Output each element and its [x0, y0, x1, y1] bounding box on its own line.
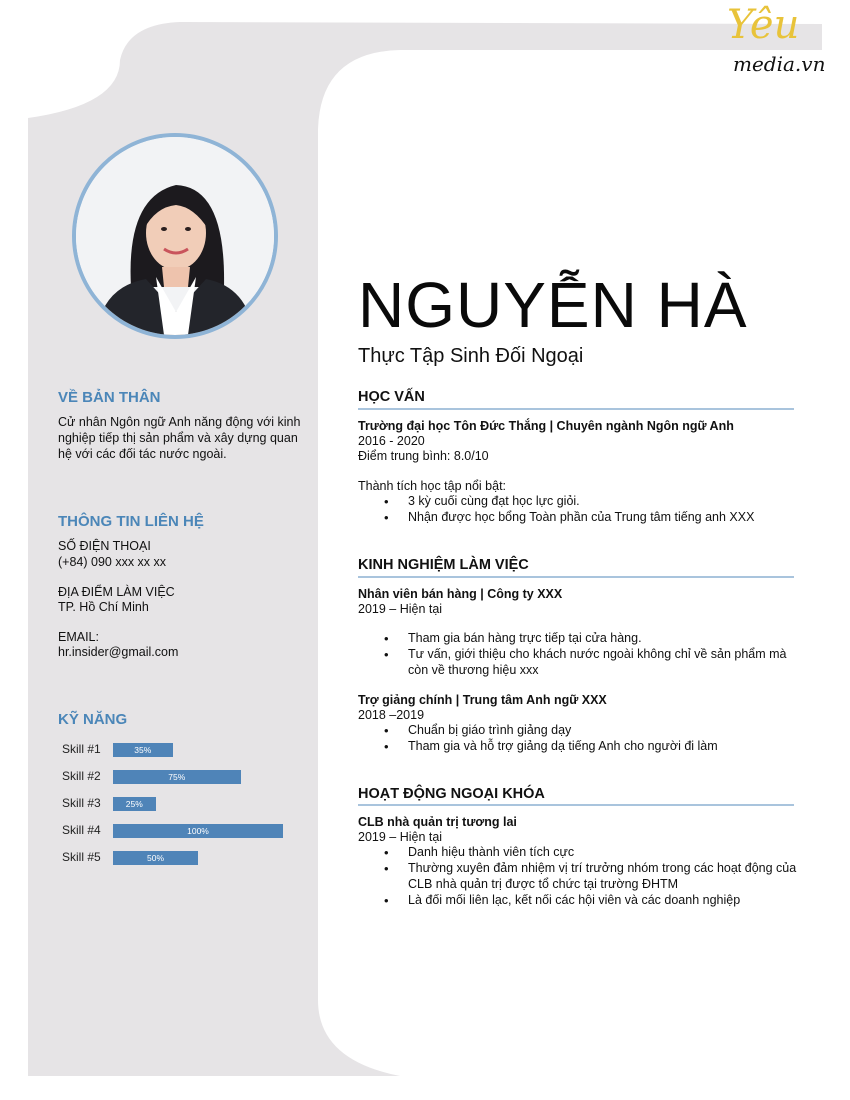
job-bullets [408, 723, 800, 755]
skill-label: Skill #3 [62, 796, 101, 810]
skill-label: Skill #5 [62, 850, 101, 864]
brand-watermark [695, 2, 845, 103]
education-years: 2016 - 2020 [358, 434, 425, 448]
section-divider [358, 408, 794, 410]
skill-label: Skill #1 [62, 742, 101, 756]
list-item: • Tư vấn, giới thiệu cho khách nước ngoài không chỉ về sản phẩm mà còn về thương hiệu xxx [408, 647, 800, 678]
list-item: • 3 kỳ cuối cùng đạt học lực giỏi. [408, 494, 800, 510]
skill-label: Skill #4 [62, 823, 101, 837]
activity-period: 2019 – Hiện tại [358, 830, 443, 844]
about-heading: VỀ BẢN THÂN [58, 389, 161, 406]
watermark-domain: media.vn [733, 52, 826, 76]
list-item: • Thường xuyên đảm nhiệm vị trí trưởng nhóm trong các hoạt động của CLB nhà quản trị được tổ chức tại trường ĐHTM [408, 861, 800, 892]
location-label: ĐỊA ĐIỂM LÀM VIỆC [58, 585, 175, 599]
profile-photo [72, 133, 278, 339]
job-title: Thực Tập Sinh Đối Ngoại [358, 345, 584, 367]
phone-value: (+84) 090 xxx xx xx [58, 555, 167, 569]
section-divider [358, 804, 794, 806]
list-item: • Chuẩn bị giáo trình giảng dạy [408, 723, 800, 739]
skill-bar: 50% [113, 851, 198, 865]
watermark-script: Yêu [727, 2, 800, 48]
contact-heading: THÔNG TIN LIÊN HỆ [58, 513, 204, 530]
phone-label: SỐ ĐIỆN THOẠI [58, 539, 151, 553]
skill-bar: 35% [113, 743, 173, 757]
education-gpa: Điểm trung bình: 8.0/10 [358, 449, 489, 463]
achievements-label: Thành tích học tập nổi bật: [358, 479, 507, 493]
school-line: Trường đại học Tôn Đức Thắng | Chuyên ngành Ngôn ngữ Anh [358, 419, 734, 433]
skills-heading: KỸ NĂNG [58, 711, 128, 728]
candidate-name: NGUYỄN HÀ [358, 269, 748, 341]
achievements-list [408, 494, 800, 526]
skill-label: Skill #2 [62, 769, 101, 783]
skill-bar: 25% [113, 797, 156, 811]
job-heading: Nhân viên bán hàng | Công ty XXX [358, 587, 563, 601]
skill-bar: 100% [113, 824, 283, 838]
list-item: • Nhận được học bổng Toàn phần của Trung tâm tiếng anh XXX [408, 510, 800, 526]
education-heading: HỌC VẤN [358, 389, 425, 405]
list-item: • Tham gia và hỗ trợ giảng dạ tiếng Anh cho người đi làm [408, 739, 800, 755]
section-divider [358, 576, 794, 578]
list-item: • Tham gia bán hàng trực tiếp tại cửa hàng. [408, 631, 800, 647]
location-value: TP. Hồ Chí Minh [58, 600, 149, 614]
skill-bar: 75% [113, 770, 241, 784]
experience-heading: KINH NGHIỆM LÀM VIỆC [358, 557, 529, 573]
email-label: EMAIL: [58, 630, 99, 644]
activity-org: CLB nhà quản trị tương lai [358, 815, 517, 829]
activity-bullets [408, 845, 800, 909]
list-item: • Danh hiệu thành viên tích cực [408, 845, 800, 861]
list-item: • Là đối mối liên lạc, kết nối các hội viên và các doanh nghiệp [408, 893, 800, 909]
activities-heading: HOẠT ĐỘNG NGOẠI KHÓA [358, 786, 545, 802]
job-bullets [408, 631, 800, 679]
job-period: 2019 – Hiện tại [358, 602, 443, 616]
email-value: hr.insider@gmail.com [58, 645, 179, 659]
about-text: Cử nhân Ngôn ngữ Anh năng động với kinh nghiệp tiếp thị sản phẩm và xây dựng quan hệ với các đối tác nước ngoài. [58, 415, 301, 461]
job-heading: Trợ giảng chính | Trung tâm Anh ngữ XXX [358, 693, 607, 707]
job-period: 2018 –2019 [358, 708, 425, 722]
